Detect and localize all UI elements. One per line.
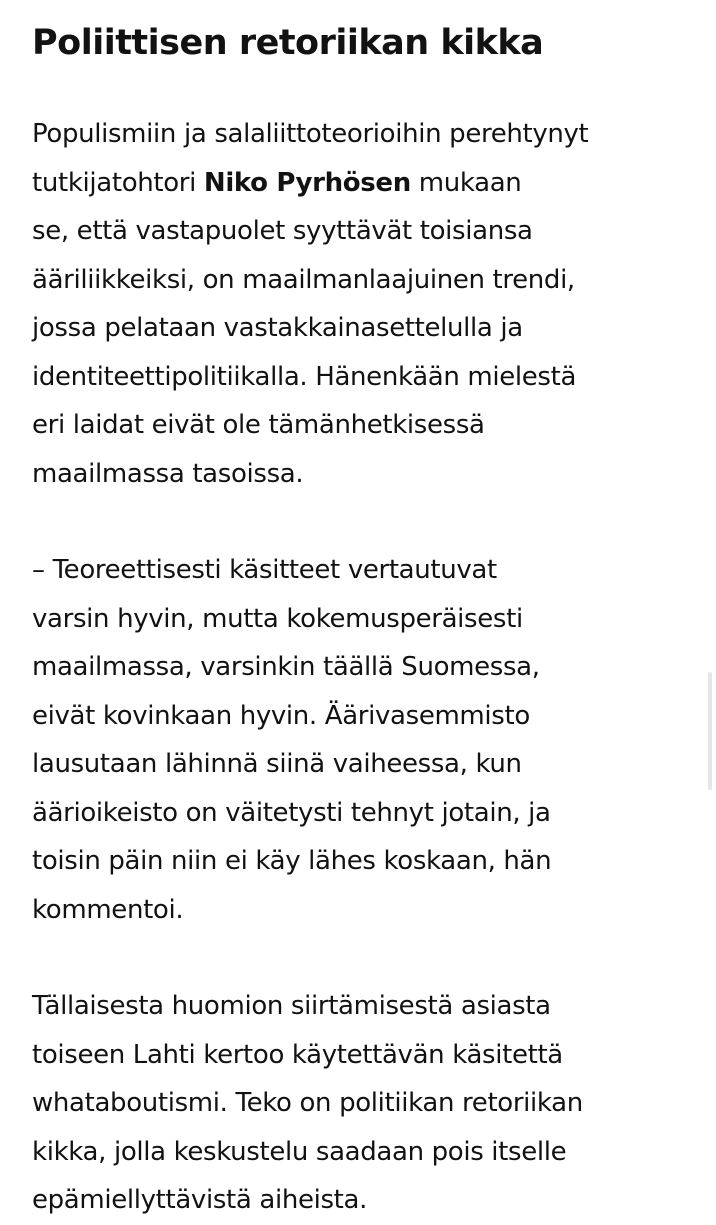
paragraph-1-line-7: eri laidat eivät ole tämänhetkisessä <box>32 410 485 440</box>
paragraph-3 <box>32 982 696 1225</box>
line-2-suffix: mukaan <box>410 167 522 198</box>
paragraph-3-line-4: kikka, jolla keskustelu saadaan pois itselle <box>32 1136 567 1167</box>
paragraph-3-line-5: epämiellyttävistä aiheista. <box>32 1185 368 1215</box>
article-body <box>32 14 696 1225</box>
paragraph-1 <box>32 110 696 498</box>
paragraph-1-line-6: identiteettipolitiikalla. Hänenkään mielestä <box>32 361 577 392</box>
paragraph-3-line-3: whataboutismi. Teko on politiikan retoriikan <box>32 1088 583 1118</box>
paragraph-2-line-5: lausutaan lähinnä siinä vaiheessa, kun <box>32 749 522 779</box>
paragraph-2-line-4: eivät kovinkaan hyvin. Äärivasemmisto <box>32 700 530 731</box>
scroll-indicator[interactable] <box>708 672 712 790</box>
paragraph-1-line-5: jossa pelataan vastakkainasettelulla ja <box>32 313 523 343</box>
line-2-prefix: tutkijatohtori <box>32 167 204 198</box>
researcher-name: Niko Pyrhösen <box>203 167 411 198</box>
section-heading: Poliittisen retoriikan kikka <box>32 23 544 63</box>
paragraph-2-line-8: kommentoi. <box>32 894 184 925</box>
paragraph-3-line-2: toiseen Lahti kertoo käytettävän käsitettä <box>32 1039 563 1070</box>
paragraph-2-line-2: varsin hyvin, mutta kokemusperäisesti <box>32 603 523 634</box>
paragraph-1-line-8: maailmassa tasoissa. <box>32 458 304 489</box>
paragraph-1-line-2 <box>32 159 696 208</box>
paragraph-1-line-1: Populismiin ja salaliittoteorioihin perehtynyt <box>32 119 589 149</box>
paragraph-1-line-4: ääriliikkeiksi, on maailmanlaajuinen trendi, <box>32 264 575 295</box>
paragraph-2-quote <box>32 546 696 934</box>
paragraph-1-line-3: se, että vastapuolet syyttävät toisiansa <box>32 216 533 246</box>
paragraph-2-line-1: – Teoreettisesti käsitteet vertautuvat <box>32 555 497 585</box>
paragraph-2-line-3: maailmassa, varsinkin täällä Suomessa, <box>32 652 540 682</box>
paragraph-3-line-1: Tällaisesta huomion siirtämisestä asiasta <box>32 991 551 1021</box>
paragraph-2-line-6: äärioikeisto on väitetysti tehnyt jotain, ja <box>32 797 551 828</box>
paragraph-2-line-7: toisin päin niin ei käy lähes koskaan, hän <box>32 846 552 876</box>
